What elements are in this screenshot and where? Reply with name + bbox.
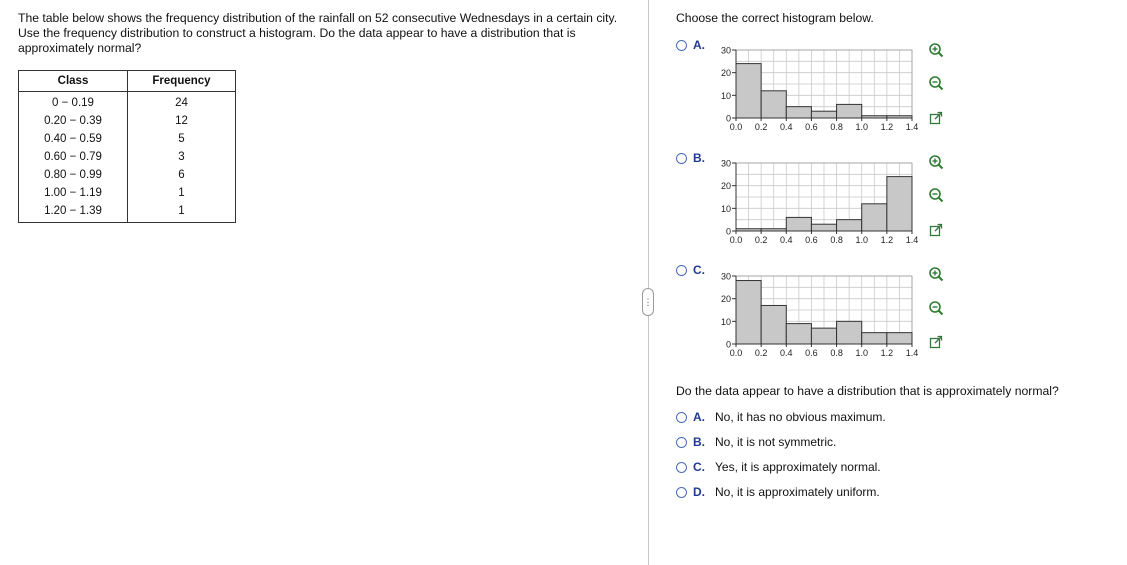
histogram-bar	[736, 281, 761, 344]
radio-button[interactable]	[676, 487, 687, 498]
x-tick-label: 0.4	[780, 348, 793, 358]
option-letter: C.	[693, 460, 705, 474]
frequency-table	[18, 70, 236, 223]
x-tick-label: 1.2	[880, 122, 894, 132]
frequency-cell: 24	[175, 97, 188, 109]
histogram-bar	[887, 177, 912, 231]
frequency-cell: 5	[178, 133, 185, 145]
histogram-c[interactable]	[700, 273, 940, 373]
table-row	[19, 202, 236, 223]
histogram-bar	[811, 224, 836, 231]
option-letter: A.	[693, 410, 705, 424]
zoom-out-icon[interactable]	[928, 187, 944, 203]
x-tick-label: 1.0	[855, 122, 868, 132]
x-tick-label: 0.2	[754, 122, 768, 132]
histogram-a[interactable]	[700, 47, 940, 147]
histogram-bar	[761, 91, 786, 118]
y-tick-label: 0	[725, 339, 731, 350]
x-tick-label: 0.6	[805, 122, 818, 132]
y-tick-label: 10	[720, 90, 731, 101]
class-cell: 0.20 − 0.39	[19, 112, 128, 130]
table-row	[19, 112, 236, 130]
question-text: The table below shows the frequency distribution of the rainfall on 52 consecutive Wednesdays in a certain city. Use the frequency distribution to construct a histogram. Do the data appear to have a distribution that is approximately normal?	[18, 11, 618, 55]
histogram-bar	[736, 64, 761, 118]
zoom-out-icon[interactable]	[928, 300, 944, 316]
x-tick-label: 1.2	[880, 348, 894, 358]
class-cell: 1.00 − 1.19	[19, 184, 128, 202]
x-tick-label: 0.6	[805, 348, 818, 358]
x-tick-label: 0.8	[830, 348, 843, 358]
x-tick-label: 0.6	[805, 235, 818, 245]
table-header-row	[19, 71, 236, 92]
zoom-out-icon[interactable]	[928, 75, 944, 91]
option-text: No, it is approximately uniform.	[715, 485, 880, 499]
frequency-cell: 1	[178, 205, 185, 217]
popout-icon[interactable]	[928, 222, 944, 238]
histogram-bar	[811, 328, 836, 344]
option-text: No, it has no obvious maximum.	[715, 410, 886, 424]
y-tick-label: 0	[725, 113, 731, 124]
class-header: Class	[19, 71, 128, 92]
x-tick-label: 0.2	[754, 348, 768, 358]
histogram-prompt: Choose the correct histogram below.	[676, 11, 874, 25]
normal-question: Do the data appear to have a distribution that is approximately normal?	[676, 384, 1059, 398]
class-cell: 0.40 − 0.59	[19, 130, 128, 148]
frequency-cell: 12	[175, 115, 188, 127]
histogram-bar	[887, 333, 912, 344]
histogram-bar	[786, 324, 811, 344]
frequency-cell: 3	[178, 151, 185, 163]
table-row	[19, 184, 236, 202]
x-tick-label: 1.2	[880, 235, 894, 245]
frequency-cell: 1	[178, 187, 185, 199]
popout-icon[interactable]	[928, 110, 944, 126]
y-tick-label: 10	[720, 316, 731, 327]
answer-option-b[interactable]	[676, 435, 836, 449]
popout-icon[interactable]	[928, 334, 944, 350]
y-tick-label: 20	[720, 68, 731, 79]
radio-button[interactable]	[676, 412, 687, 423]
answer-option-c[interactable]	[676, 460, 881, 474]
x-tick-label: 1.4	[905, 235, 919, 245]
class-cell: 1.20 − 1.39	[19, 202, 128, 223]
divider-drag-handle[interactable]: ⋮	[642, 288, 654, 316]
radio-button[interactable]	[676, 40, 687, 51]
y-tick-label: 10	[720, 203, 731, 214]
x-tick-label: 0.0	[729, 122, 743, 132]
option-letter: D.	[693, 485, 705, 499]
x-tick-label: 1.4	[905, 348, 919, 358]
x-tick-label: 0.4	[780, 235, 793, 245]
y-tick-label: 20	[720, 181, 731, 192]
answer-option-a[interactable]	[676, 410, 886, 424]
radio-button[interactable]	[676, 153, 687, 164]
table-row	[19, 148, 236, 166]
table-row	[19, 130, 236, 148]
zoom-in-icon[interactable]	[928, 154, 944, 170]
x-tick-label: 1.4	[905, 122, 919, 132]
table-row	[19, 166, 236, 184]
histogram-bar	[837, 321, 862, 344]
y-tick-label: 20	[720, 294, 731, 305]
option-text: Yes, it is approximately normal.	[715, 460, 881, 474]
zoom-in-icon[interactable]	[928, 42, 944, 58]
class-cell: 0.60 − 0.79	[19, 148, 128, 166]
histogram-bar	[837, 220, 862, 231]
table-row	[19, 92, 236, 113]
class-cell: 0.80 − 0.99	[19, 166, 128, 184]
histogram-bar	[786, 217, 811, 231]
histogram-bar	[786, 107, 811, 118]
radio-button[interactable]	[676, 462, 687, 473]
y-tick-label: 30	[720, 160, 731, 169]
option-letter: C.	[693, 263, 705, 277]
y-tick-label: 0	[725, 226, 731, 237]
x-tick-label: 0.8	[830, 235, 843, 245]
x-tick-label: 0.2	[754, 235, 768, 245]
x-tick-label: 0.8	[830, 122, 843, 132]
histogram-bar	[837, 104, 862, 118]
x-tick-label: 0.0	[729, 235, 743, 245]
zoom-in-icon[interactable]	[928, 266, 944, 282]
frequency-header: Frequency	[128, 71, 236, 92]
class-cell: 0 − 0.19	[19, 92, 128, 113]
option-letter: B.	[693, 435, 705, 449]
option-letter: B.	[693, 151, 705, 165]
radio-button[interactable]	[676, 265, 687, 276]
frequency-cell: 6	[178, 169, 185, 181]
histogram-bar	[862, 204, 887, 231]
x-tick-label: 1.0	[855, 235, 868, 245]
option-letter: A.	[693, 38, 705, 52]
x-tick-label: 0.0	[729, 348, 743, 358]
radio-button[interactable]	[676, 437, 687, 448]
histogram-bar	[862, 333, 887, 344]
x-tick-label: 0.4	[780, 122, 793, 132]
y-tick-label: 30	[720, 273, 731, 282]
histogram-bar	[811, 111, 836, 118]
answer-option-d[interactable]	[676, 485, 880, 499]
histogram-b[interactable]	[700, 160, 940, 260]
x-tick-label: 1.0	[855, 348, 868, 358]
option-text: No, it is not symmetric.	[715, 435, 837, 449]
histogram-bar	[761, 305, 786, 344]
y-tick-label: 30	[720, 47, 731, 56]
